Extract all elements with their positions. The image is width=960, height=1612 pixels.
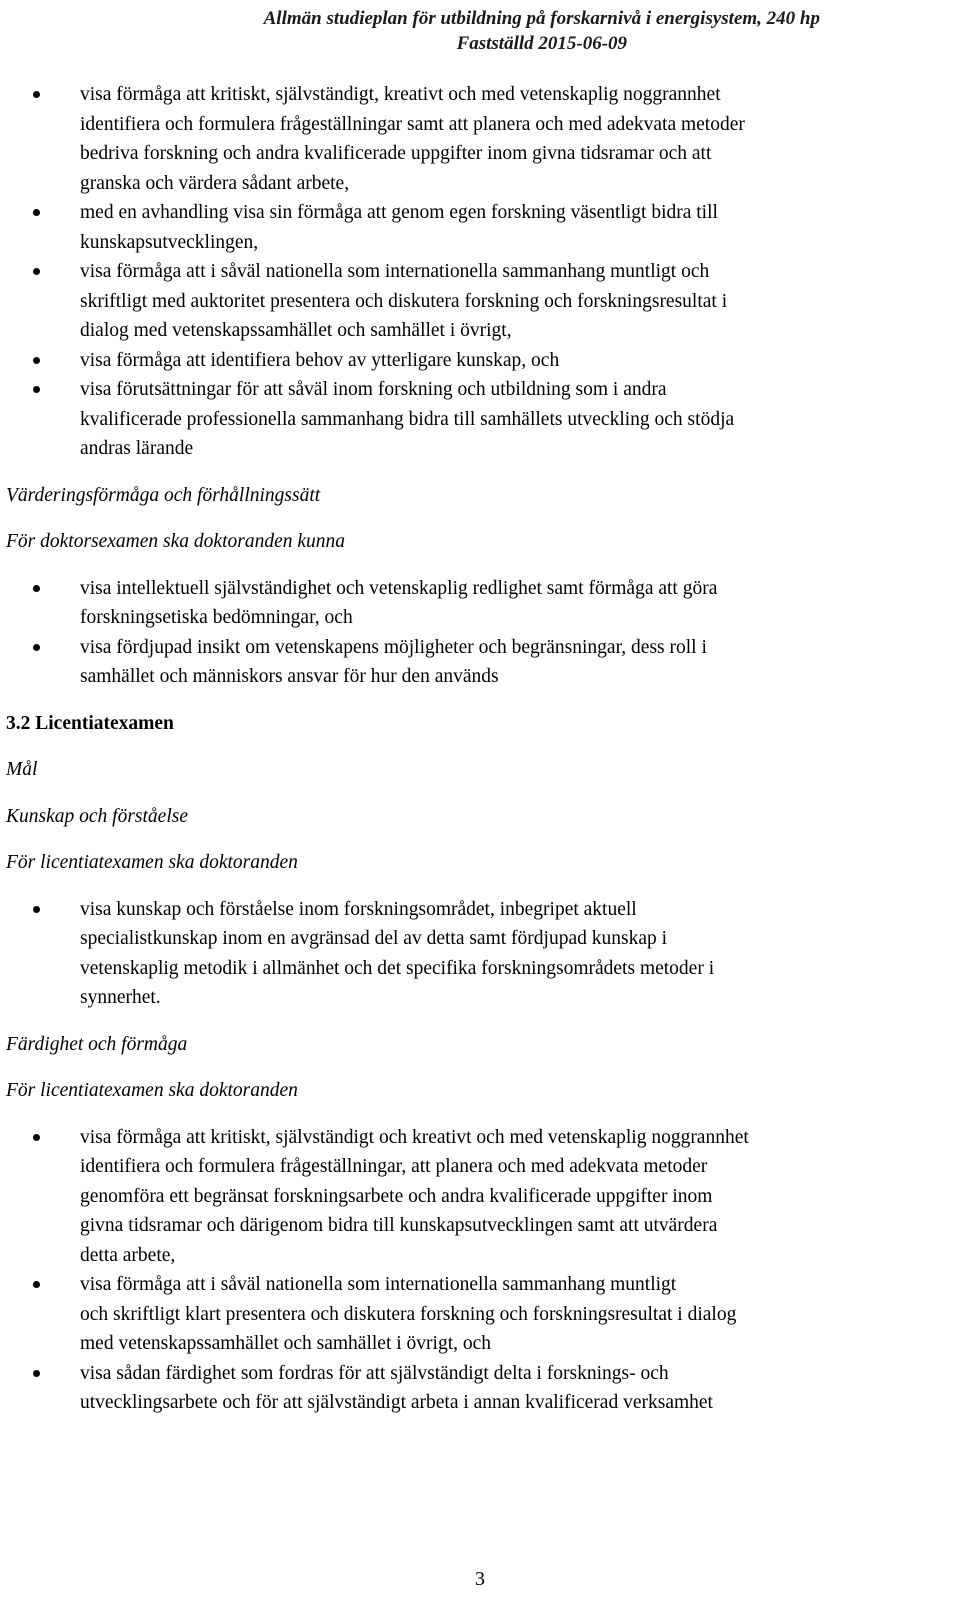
list-item-line: synnerhet. [80,987,161,1008]
bullet-icon [33,268,40,275]
list-item-line: med en avhandling visa sin förmåga att genom egen forskning väsentligt bidra till [80,202,718,223]
list-item [6,1270,956,1359]
section-heading-knowledge: Kunskap och förståelse [6,805,188,827]
list-item [6,257,956,346]
list-item-line: identifiera och formulera frågeställningar, att planera och med adekvata metoder [80,1156,708,1177]
list-item-line: specialistkunskap inom en avgränsad del av detta samt fördjupad kunskap i [80,928,668,949]
list-item-line: visa förmåga att kritiskt, självständigt och kreativt och med vetenskaplig noggrannhet [80,1126,749,1148]
section-heading-skills: Färdighet och förmåga [6,1033,188,1055]
document-header [264,6,820,56]
bullet-icon [33,357,40,364]
list-item-line: skriftligt med auktoritet presentera och diskutera forskning och forskningsresultat i [80,290,728,312]
list-item-line: identifiera och formulera frågeställningar samt att planera och med adekvata metoder [80,113,745,135]
bullet-list-3 [6,895,956,1013]
bullet-list-4 [6,1123,956,1418]
list-item-line: visa förmåga att kritiskt, självständigt, kreativt och med vetenskaplig noggrannhet [80,84,721,105]
list-item-line: forskningsetiska bedömningar, och [80,607,353,628]
list-item-line: granska och värdera sådant arbete, [80,172,350,194]
list-item-line: visa fördjupad insikt om vetenskapens möjligheter och begränsningar, dess roll i [80,636,707,658]
list-item-line: dialog med vetenskapssamhället och samhället i övrigt, [80,320,512,341]
list-item [6,198,956,257]
list-item-line: visa förutsättningar för att såväl inom forskning och utbildning som i andra [80,379,667,400]
list-item-line: samhället och människors ansvar för hur den används [80,666,499,687]
bullet-icon [33,906,40,913]
section-intro-values: För doktorsexamen ska doktoranden kunna [6,531,346,552]
list-item [6,1123,956,1271]
list-item [6,574,956,633]
page-number: 3 [475,1568,485,1590]
section-goal: Mål [6,759,38,780]
list-item-line: och skriftligt klart presentera och diskutera forskning och forskningsresultat i dialog [80,1303,737,1325]
bullet-icon [33,585,40,592]
list-item [6,80,956,198]
list-item-line: visa förmåga att identifiera behov av ytterligare kunskap, och [80,349,560,371]
bullet-icon [33,1370,40,1377]
list-item-line: genomföra ett begränsat forskningsarbete och andra kvalificerade uppgifter inom [80,1185,713,1207]
list-item-line: visa intellektuell självständighet och vetenskaplig redlighet samt förmåga att göra [80,577,718,599]
list-item-line: andras lärande [80,438,194,459]
list-item [6,346,956,376]
list-item-line: kvalificerade professionella sammanhang bidra till samhällets utveckling och stödja [80,408,735,430]
list-item-line: vetenskaplig metodik i allmänhet och det specifika forskningsområdets metoder i [80,957,715,979]
header-title: Allmän studieplan för utbildning på forskarnivå i energisystem, 240 hp [263,8,820,29]
list-item-line: visa förmåga att i såväl nationella som internationella sammanhang muntligt [80,1274,677,1295]
header-date: Fastställd 2015-06-09 [456,33,628,54]
bullet-icon [33,1134,40,1141]
list-item [6,633,956,692]
bullet-icon [33,209,40,216]
list-item-line: givna tidsramar och därigenom bidra till kunskapsutvecklingen samt att utvärdera [80,1215,718,1236]
bullet-icon [33,386,40,393]
list-item [6,895,956,1013]
list-item-line: bedriva forskning och andra kvalificerade uppgifter inom givna tidsramar och att [80,143,712,164]
list-item-line: utvecklingsarbete och för att självständigt arbeta i annan kvalificerad verksamhet [80,1392,713,1413]
list-item-line: visa förmåga att i såväl nationella som internationella sammanhang muntligt och [80,261,710,282]
list-item-line: med vetenskapssamhället och samhället i övrigt, och [80,1333,492,1354]
section-intro-skills: För licentiatexamen ska doktoranden [6,1080,298,1101]
bullet-icon [33,91,40,98]
bullet-list-1 [6,80,956,464]
list-item [6,1359,956,1418]
section-heading-values: Värderingsförmåga och förhållningssätt [6,484,321,506]
bullet-icon [33,644,40,651]
page-content [6,80,956,1418]
list-item-line: visa kunskap och förståelse inom forskningsområdet, inbegripet aktuell [80,898,637,920]
section-intro-knowledge: För licentiatexamen ska doktoranden [6,852,298,873]
list-item-line: visa sådan färdighet som fordras för att självständigt delta i forsknings- och [80,1362,669,1384]
bullet-list-2 [6,574,956,692]
list-item [6,375,956,464]
section-heading-licentiate: 3.2 Licentiatexamen [6,712,174,734]
list-item-line: kunskapsutvecklingen, [80,231,259,253]
list-item-line: detta arbete, [80,1244,176,1266]
bullet-icon [33,1281,40,1288]
